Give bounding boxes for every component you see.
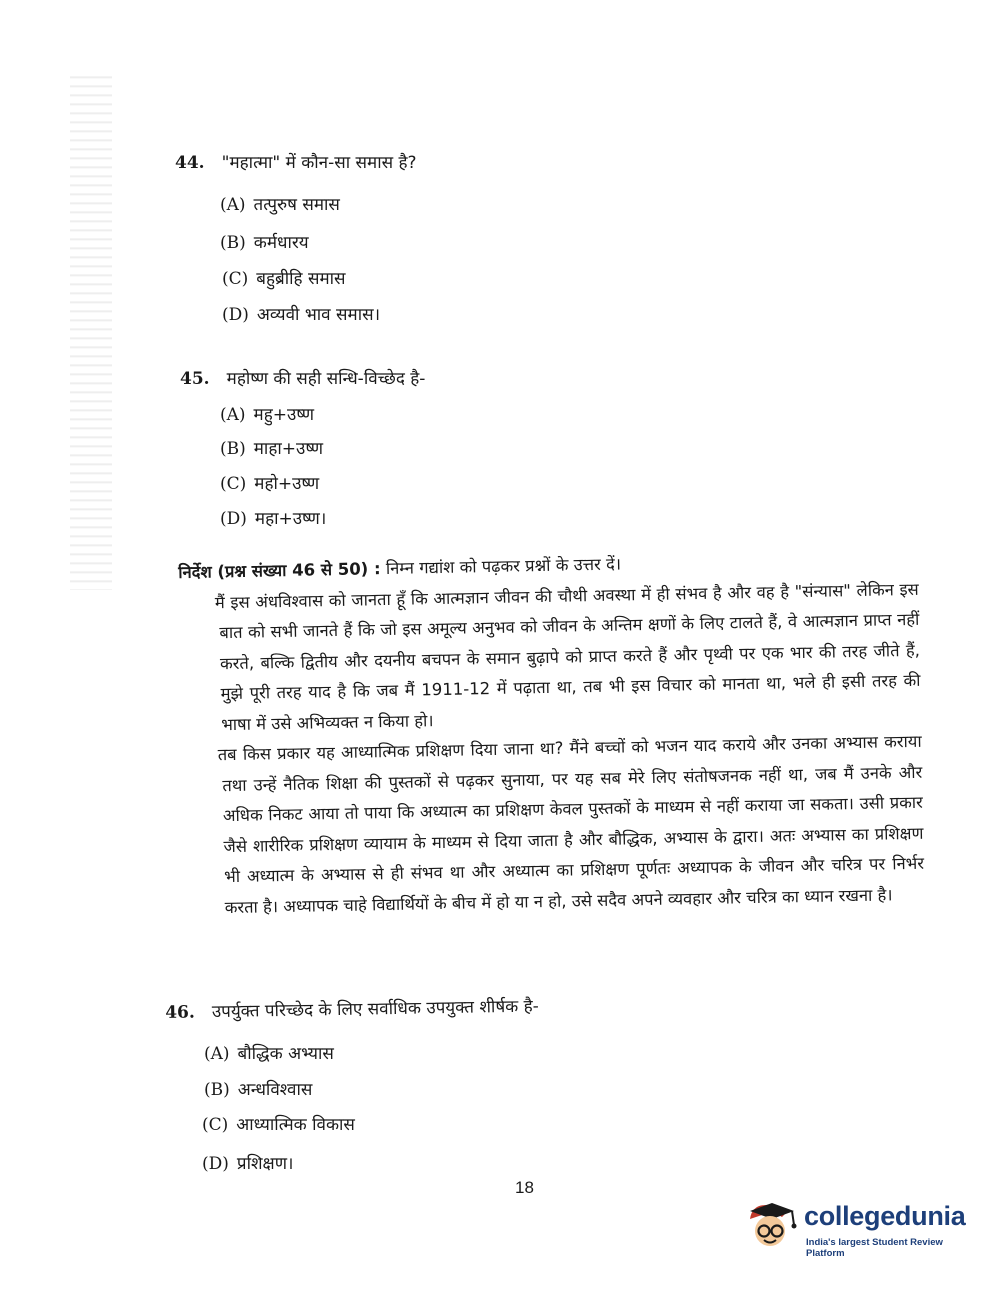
brand-tagline: India's largest Student Review Platform [806,1237,943,1259]
option-text: अन्धविश्वास [237,1080,313,1100]
scan-edge-marks [70,70,112,590]
option-text: माहा+उष्ण [253,439,324,459]
q44-option-a[interactable] [220,192,340,215]
option-label: (D) [222,305,249,325]
passage-paragraph-2: तब किस प्रकार यह आध्यात्मिक प्रशिक्षण दिया जाना था? मैंने बच्चों को भजन याद कराये और उनका अभ्यास कराया तथा उन्हें नैतिक शिक्षा की पुस्तकों से पढ़कर सुनाया, पर यह सब मेरे लिए संतोषजनक नहीं था, जब मैं उनके और अधिक निकट आया तो पाया कि अध्यात्म का प्रशिक्षण केवल पुस्तकों के माध्यम से नहीं कराया जा सकता। उसी प्रकार जैसे शारीरिक प्रशिक्षण व्यायाम के माध्यम से दिया जाता है और बौद्धिक, अभ्यास के द्वारा। अतः अभ्यास का प्रशिक्षण भी अध्यात्म के अभ्यास से ही संभव था और अध्यात्म का प्रशिक्षण पूर्णतः अध्यापक के जीवन और चरित्र पर निर्भर करता है। अध्यापक चाहे विद्यार्थियों के बीच में हो या न हो, उसे सदैव अपने व्यवहार और चरित्र का ध्यान रखना है। [217,731,925,917]
option-label: (A) [220,405,246,425]
option-text: बहुब्रीहि समास [256,269,346,289]
option-label: (A) [220,195,246,215]
question-46 [165,993,539,1023]
option-label: (A) [204,1044,230,1064]
question-text: महोष्ण की सही सन्धि-विच्छेद है- [226,369,426,389]
page-number: 18 [515,1178,534,1197]
option-text: प्रशिक्षण। [236,1154,294,1174]
q44-option-b[interactable] [220,230,309,253]
option-label: (B) [220,233,246,253]
question-number: 44. [175,153,205,173]
option-text: तत्पुरुष समास [253,195,340,215]
option-label: (D) [202,1154,229,1174]
question-45 [180,366,425,389]
option-text: महु+उष्ण [253,405,315,425]
option-label: (D) [220,509,247,529]
passage-paragraph-1: मैं इस अंधविश्वास को जानता हूँ कि आत्मज्ञान जीवन की चौथी अवस्था में ही संभव है और वह है "संन्यास" लेकिन इस बात को सभी जानते हैं कि जो इस अमूल्य अनुभव को जीवन के अन्तिम क्षणों के लिए टालते हैं, वे आत्मज्ञान प्राप्त नहीं करते, बल्कि द्वितीय और दयनीय बचपन के समान बुढ़ापे को प्राप्त करते हैं और पृथ्वी पर एक भार की तरह जीते हैं, मुझे पूरी तरह याद है कि जब मैं 1911-12 में पढ़ाता था, तब भी इस विचार को मानता था, भले ही इसी तरह की भाषा में उसे अभिव्यक्त न किया हो। [214,579,921,734]
option-text: आध्यात्मिक विकास [236,1115,355,1135]
option-text: बौद्धिक अभ्यास [237,1044,334,1064]
collegedunia-logo [742,1197,972,1257]
q45-option-a[interactable] [220,402,314,425]
q46-option-c[interactable] [202,1112,355,1135]
q45-option-b[interactable] [220,436,323,459]
question-text: उपर्युक्त परिच्छेद के लिए सर्वाधिक उपयुक्त शीर्षक है- [211,996,539,1023]
option-text: महो+उष्ण [254,474,320,494]
option-text: महा+उष्ण। [254,509,327,529]
comprehension-passage [178,544,925,924]
mascot-icon [742,1197,802,1257]
question-number: 45. [180,369,210,389]
option-label: (C) [202,1115,229,1135]
option-label: (B) [220,439,246,459]
directive-heading: निर्देश (प्रश्न संख्या 46 से 50) : [178,559,381,582]
q45-option-c[interactable] [220,471,319,494]
q44-option-d[interactable] [222,302,380,325]
question-text: "महात्मा" में कौन-सा समास है? [221,153,417,173]
brand-name: collegedunia [804,1201,966,1231]
q46-option-d[interactable] [202,1151,293,1174]
question-number: 46. [165,1002,195,1023]
q46-option-a[interactable] [204,1041,334,1064]
option-label: (C) [220,474,247,494]
option-label: (B) [204,1080,230,1100]
q44-option-c[interactable] [222,266,346,289]
question-44 [175,150,417,173]
directive-intro: निम्न गद्यांश को पढ़कर प्रश्नों के उत्तर दें। [385,554,622,579]
option-text: कर्मधारय [253,233,309,253]
q45-option-d[interactable] [220,506,326,529]
option-text: अव्यवी भाव समास। [256,305,381,325]
q46-option-b[interactable] [204,1077,312,1100]
option-label: (C) [222,269,249,289]
